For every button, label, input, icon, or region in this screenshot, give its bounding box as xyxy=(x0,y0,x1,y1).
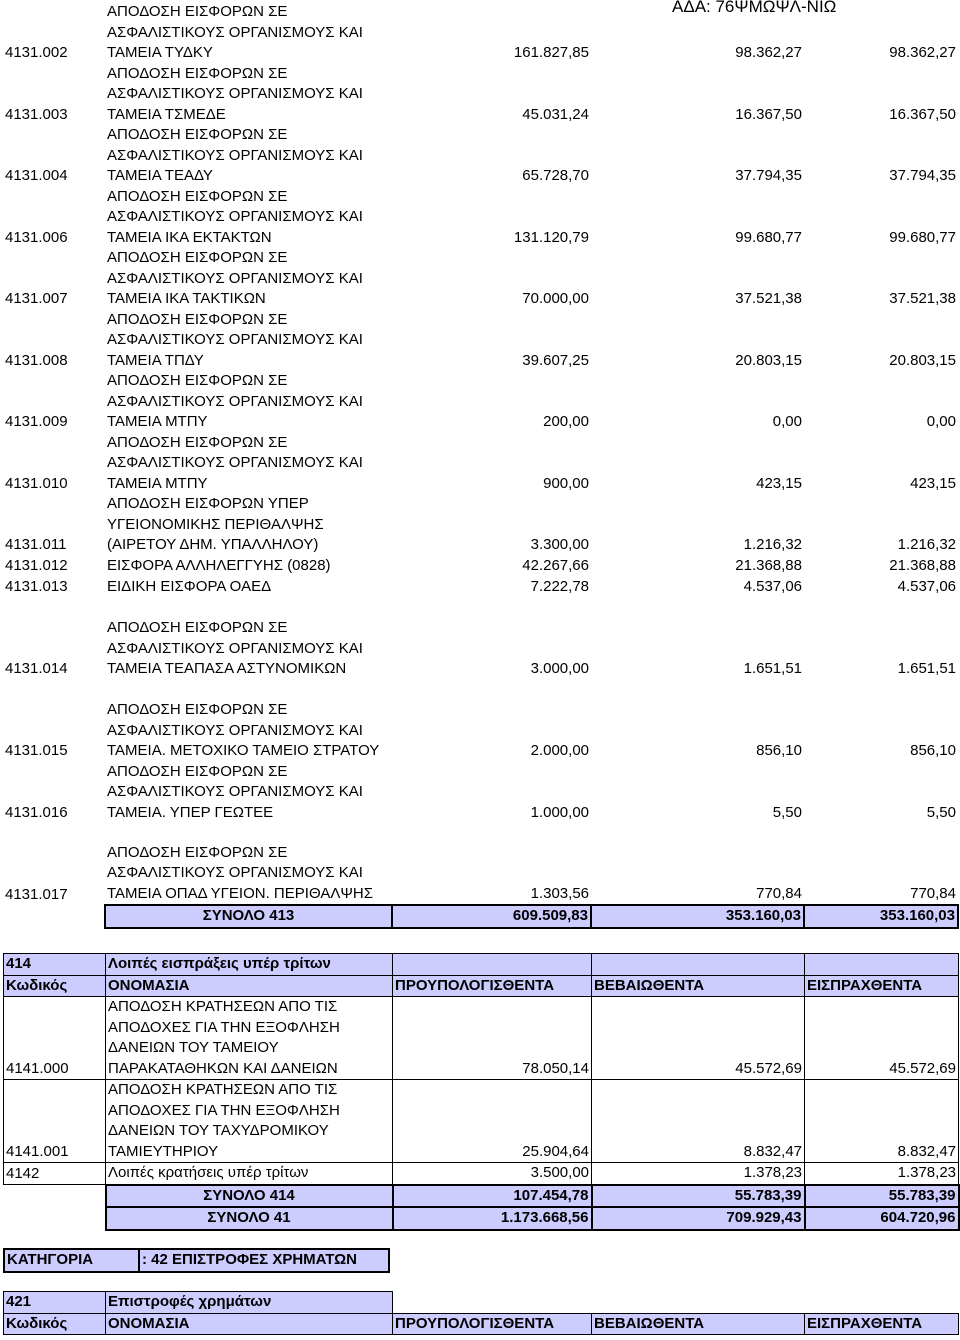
row-collected: 8.832,47 xyxy=(805,1080,959,1163)
total-certified: 55.783,39 xyxy=(592,1185,805,1208)
row-collected: 423,15 xyxy=(910,474,956,492)
row-code: 4131.012 xyxy=(5,557,68,574)
row-code: 4142 xyxy=(4,1163,106,1185)
table-row xyxy=(3,680,958,762)
row-description: ΑΠΟΔΟΣΗ ΕΙΣΦΟΡΩΝ ΣΕ ΑΣΦΑΛΙΣΤΙΚΟΥΣ ΟΡΓΑΝΙΣΜΟΥΣ ΚΑΙ ΤΑΜΕΙΑ ΙΚΑ ΕΚΤΑΚΤΩΝ xyxy=(107,187,363,246)
row-certified: 98.362,27 xyxy=(735,44,802,61)
row-certified: 45.572,69 xyxy=(592,997,805,1080)
col-code-header: Κωδικός xyxy=(4,975,106,997)
row-collected: 5,50 xyxy=(926,803,956,821)
total-spacer xyxy=(3,905,105,928)
row-budget: 70.000,00 xyxy=(522,290,589,307)
row-certified: 856,10 xyxy=(756,742,802,759)
table-row xyxy=(4,1080,959,1163)
total-budget: 107.454,78 xyxy=(393,1185,592,1208)
row-code: 4131.017 xyxy=(5,885,68,903)
table-row xyxy=(4,997,959,1080)
total-row xyxy=(3,905,958,928)
row-code: 4131.006 xyxy=(5,228,68,246)
row-description: ΑΠΟΔΟΣΗ ΕΙΣΦΟΡΩΝ ΣΕ ΑΣΦΑΛΙΣΤΙΚΟΥΣ ΟΡΓΑΝΙΣΜΟΥΣ ΚΑΙ ΤΑΜΕΙΑ ΤΥΔΚΥ xyxy=(107,3,363,61)
row-collected: 45.572,69 xyxy=(805,997,959,1080)
row-budget: 161.827,85 xyxy=(513,44,589,61)
row-description: ΑΠΟΔΟΣΗ ΚΡΑΤΗΣΕΩΝ ΑΠΟ ΤΙΣ ΑΠΟΔΟΧΕΣ ΓΙΑ ΤΗΝ ΕΞΟΦΛΗΣΗ ΔΑΝΕΙΩΝ ΤΟΥ ΤΑΧΥΔΡΟΜΙΚΟΥ ΤΑΜΙΕΥΤΗΡΙΟΥ xyxy=(106,1080,393,1163)
table-row xyxy=(3,762,958,824)
row-description: ΑΠΟΔΟΣΗ ΕΙΣΦΟΡΩΝ ΣΕ ΑΣΦΑΛΙΣΤΙΚΟΥΣ ΟΡΓΑΝΙΣΜΟΥΣ ΚΑΙ ΤΑΜΕΙΑ. ΥΠΕΡ ΓΕΩΤΕΕ xyxy=(107,762,363,821)
section-code: 421 xyxy=(4,1292,106,1314)
row-description: Λοιπές κρατήσεις υπέρ τρίτων xyxy=(106,1163,393,1185)
row-certified: 5,50 xyxy=(772,803,802,821)
row-code: 4131.014 xyxy=(5,660,68,677)
table-413 xyxy=(3,2,959,929)
total-collected: 604.720,96 xyxy=(805,1207,959,1230)
total-row xyxy=(4,1207,959,1230)
row-budget: 131.120,79 xyxy=(513,228,589,246)
table-421 xyxy=(3,1291,959,1335)
row-description: ΕΙΔΙΚΗ ΕΙΣΦΟΡΑ ΟΑΕΔ xyxy=(107,578,272,595)
row-collected: 1.216,32 xyxy=(897,536,956,553)
row-collected: 37.794,35 xyxy=(889,167,956,184)
row-collected: 20.803,15 xyxy=(889,351,956,369)
section-414-header xyxy=(4,954,959,976)
table-413-body xyxy=(3,2,958,928)
section-code: 414 xyxy=(4,954,106,976)
row-code: 4131.016 xyxy=(5,803,68,821)
row-description: ΑΠΟΔΟΣΗ ΚΡΑΤΗΣΕΩΝ ΑΠΟ ΤΙΣ ΑΠΟΔΟΧΕΣ ΓΙΑ ΤΗΝ ΕΞΟΦΛΗΣΗ ΔΑΝΕΙΩΝ ΤΟΥ ΤΑΜΕΙΟΥ ΠΑΡΑΚΑΤΑΘΗΚΩΝ ΚΑΙ ΔΑΝΕΙΩΝ xyxy=(106,997,393,1080)
category-value: : 42 ΕΠΙΣΤΡΟΦΕΣ ΧΡΗΜΑΤΩΝ xyxy=(139,1249,389,1272)
row-budget: 3.300,00 xyxy=(530,536,589,553)
section-title: Λοιπές εισπράξεις υπέρ τρίτων xyxy=(106,954,393,976)
row-code: 4131.004 xyxy=(5,167,68,184)
total-certified: 709.929,43 xyxy=(592,1207,805,1230)
row-description: ΑΠΟΔΟΣΗ ΕΙΣΦΟΡΩΝ ΣΕ ΑΣΦΑΛΙΣΤΙΚΟΥΣ ΟΡΓΑΝΙΣΜΟΥΣ ΚΑΙ ΤΑΜΕΙΑ ΙΚΑ ΤΑΚΤΙΚΩΝ xyxy=(107,249,363,307)
table-row xyxy=(3,494,958,556)
section-421-header xyxy=(4,1292,959,1314)
table-row xyxy=(3,556,958,577)
row-budget: 45.031,24 xyxy=(522,105,589,123)
row-budget: 65.728,70 xyxy=(522,167,589,184)
row-certified: 8.832,47 xyxy=(592,1080,805,1163)
table-row xyxy=(3,577,958,598)
row-code: 4131.010 xyxy=(5,474,68,492)
row-collected: 856,10 xyxy=(910,742,956,759)
category-table xyxy=(3,1248,390,1273)
row-description: ΑΠΟΔΟΣΗ ΕΙΣΦΟΡΩΝ ΣΕ ΑΣΦΑΛΙΣΤΙΚΟΥΣ ΟΡΓΑΝΙΣΜΟΥΣ ΚΑΙ ΤΑΜΕΙΑ. ΜΕΤΟΧΙΚΟ ΤΑΜΕΙΟ ΣΤΡΑΤΟΥ xyxy=(107,701,380,759)
row-certified: 0,00 xyxy=(772,413,802,430)
table-row xyxy=(3,187,958,249)
table-row xyxy=(3,2,958,64)
row-description: ΑΠΟΔΟΣΗ ΕΙΣΦΟΡΩΝ ΣΕ ΑΣΦΑΛΙΣΤΙΚΟΥΣ ΟΡΓΑΝΙΣΜΟΥΣ ΚΑΙ ΤΑΜΕΙΑ ΤΕΑΔΥ xyxy=(107,126,363,184)
row-certified: 21.368,88 xyxy=(735,557,802,574)
column-headers xyxy=(4,975,959,997)
col-collected-header: ΕΙΣΠΡΑΧΘΕΝΤΑ xyxy=(805,975,959,997)
row-code: 4131.015 xyxy=(5,742,68,759)
total-collected: 55.783,39 xyxy=(805,1185,959,1208)
row-certified: 1.216,32 xyxy=(743,536,802,553)
row-budget: 25.904,64 xyxy=(393,1080,592,1163)
row-budget: 3.000,00 xyxy=(530,660,589,677)
row-collected: 770,84 xyxy=(910,884,956,902)
row-certified: 423,15 xyxy=(756,474,802,492)
table-414 xyxy=(3,953,960,1231)
row-description: ΑΠΟΔΟΣΗ ΕΙΣΦΟΡΩΝ ΥΠΕΡ ΥΓΕΙΟΝΟΜΙΚΗΣ ΠΕΡΙΘΑΛΨΗΣ (ΑΙΡΕΤΟΥ ΔΗΜ. ΥΠΑΛΛΗΛΟΥ) xyxy=(107,495,324,553)
row-code: 4131.002 xyxy=(5,44,68,61)
table-414-body xyxy=(4,954,959,1230)
col-code-header: Κωδικός xyxy=(4,1313,106,1335)
row-code: 4131.013 xyxy=(5,578,68,595)
col-name-header: ΟΝΟΜΑΣΙΑ xyxy=(106,1313,393,1335)
row-budget: 1.303,56 xyxy=(530,884,589,902)
total-spacer xyxy=(4,1185,106,1208)
row-budget: 39.607,25 xyxy=(522,351,589,369)
total-spacer xyxy=(4,1207,106,1230)
table-row xyxy=(3,598,958,680)
table-row xyxy=(3,433,958,495)
row-certified: 1.651,51 xyxy=(743,660,802,677)
total-certified: 353.160,03 xyxy=(591,905,804,928)
column-headers xyxy=(4,1313,959,1335)
row-certified: 16.367,50 xyxy=(735,105,802,123)
row-collected: 0,00 xyxy=(926,413,956,430)
row-code: 4131.009 xyxy=(5,413,68,430)
row-code: 4131.007 xyxy=(5,290,68,307)
total-label: ΣΥΝΟΛΟ 414 xyxy=(106,1185,393,1208)
row-budget: 78.050,14 xyxy=(393,997,592,1080)
category-label: ΚΑΤΗΓΟΡΙΑ xyxy=(4,1249,139,1272)
row-budget: 900,00 xyxy=(543,474,589,492)
row-budget: 200,00 xyxy=(543,413,589,430)
row-code: 4141.001 xyxy=(4,1080,106,1163)
total-row xyxy=(4,1185,959,1208)
table-row xyxy=(3,371,958,433)
row-certified: 4.537,06 xyxy=(743,578,802,595)
watermark: ΑΔΑ: 76ΨΜΩΨΛ-ΝΙΩ xyxy=(672,0,837,16)
row-certified: 20.803,15 xyxy=(735,351,802,369)
total-budget: 609.509,83 xyxy=(392,905,591,928)
section-title: Επιστροφές χρημάτων xyxy=(106,1292,393,1314)
table-row xyxy=(3,64,958,126)
row-budget: 3.500,00 xyxy=(393,1163,592,1185)
row-description: ΑΠΟΔΟΣΗ ΕΙΣΦΟΡΩΝ ΣΕ ΑΣΦΑΛΙΣΤΙΚΟΥΣ ΟΡΓΑΝΙΣΜΟΥΣ ΚΑΙ ΤΑΜΕΙΑ ΤΕΑΠΑΣΑ ΑΣΤΥΝΟΜΙΚΩΝ xyxy=(107,619,363,677)
table-row xyxy=(3,310,958,372)
row-collected: 99.680,77 xyxy=(889,228,956,246)
row-code: 4141.000 xyxy=(4,997,106,1080)
row-budget: 2.000,00 xyxy=(530,742,589,759)
row-collected: 1.378,23 xyxy=(805,1163,959,1185)
row-certified: 99.680,77 xyxy=(735,228,802,246)
row-description: ΑΠΟΔΟΣΗ ΕΙΣΦΟΡΩΝ ΣΕ ΑΣΦΑΛΙΣΤΙΚΟΥΣ ΟΡΓΑΝΙΣΜΟΥΣ ΚΑΙ ΤΑΜΕΙΑ ΤΣΜΕΔΕ xyxy=(107,64,363,123)
table-row xyxy=(3,125,958,187)
row-collected: 4.537,06 xyxy=(897,578,956,595)
row-certified: 37.521,38 xyxy=(735,290,802,307)
row-code: 4131.011 xyxy=(5,536,67,553)
col-collected-header: ΕΙΣΠΡΑΧΘΕΝΤΑ xyxy=(805,1313,959,1335)
row-budget: 7.222,78 xyxy=(530,578,589,595)
row-collected: 1.651,51 xyxy=(897,660,956,677)
row-certified: 770,84 xyxy=(756,884,802,902)
row-description: ΑΠΟΔΟΣΗ ΕΙΣΦΟΡΩΝ ΣΕ ΑΣΦΑΛΙΣΤΙΚΟΥΣ ΟΡΓΑΝΙΣΜΟΥΣ ΚΑΙ ΤΑΜΕΙΑ ΜΤΠΥ xyxy=(107,433,363,492)
total-budget: 1.173.668,56 xyxy=(393,1207,592,1230)
table-row xyxy=(4,1163,959,1185)
col-name-header: ΟΝΟΜΑΣΙΑ xyxy=(106,975,393,997)
row-collected: 16.367,50 xyxy=(889,105,956,123)
col-certified-header: ΒΕΒΑΙΩΘΕΝΤΑ xyxy=(592,1313,805,1335)
row-description: ΑΠΟΔΟΣΗ ΕΙΣΦΟΡΩΝ ΣΕ ΑΣΦΑΛΙΣΤΙΚΟΥΣ ΟΡΓΑΝΙΣΜΟΥΣ ΚΑΙ ΤΑΜΕΙΑ ΟΠΑΔ ΥΓΕΙΟΝ. ΠΕΡΙΘΑΛΨΗΣ xyxy=(107,843,374,902)
row-budget: 42.267,66 xyxy=(522,557,589,574)
total-label: ΣΥΝΟΛΟ 413 xyxy=(105,905,392,928)
row-code: 4131.003 xyxy=(5,105,68,123)
row-code: 4131.008 xyxy=(5,351,68,369)
row-collected: 37.521,38 xyxy=(889,290,956,307)
table-row xyxy=(3,248,958,310)
row-description: ΕΙΣΦΟΡΑ ΑΛΛΗΛΕΓΓΥΗΣ (0828) xyxy=(107,557,331,574)
row-budget: 1.000,00 xyxy=(530,803,589,821)
row-description: ΑΠΟΔΟΣΗ ΕΙΣΦΟΡΩΝ ΣΕ ΑΣΦΑΛΙΣΤΙΚΟΥΣ ΟΡΓΑΝΙΣΜΟΥΣ ΚΑΙ ΤΑΜΕΙΑ ΜΤΠΥ xyxy=(107,372,363,430)
col-budget-header: ΠΡΟΥΠΟΛΟΓΙΣΘΕΝΤΑ xyxy=(393,1313,592,1335)
category-row xyxy=(4,1249,389,1272)
row-certified: 1.378,23 xyxy=(592,1163,805,1185)
row-collected: 98.362,27 xyxy=(889,44,956,61)
row-collected: 21.368,88 xyxy=(889,557,956,574)
col-budget-header: ΠΡΟΥΠΟΛΟΓΙΣΘΕΝΤΑ xyxy=(393,975,592,997)
col-certified-header: ΒΕΒΑΙΩΘΕΝΤΑ xyxy=(592,975,805,997)
table-row xyxy=(3,823,958,905)
total-collected: 353.160,03 xyxy=(804,905,958,928)
row-certified: 37.794,35 xyxy=(735,167,802,184)
row-description: ΑΠΟΔΟΣΗ ΕΙΣΦΟΡΩΝ ΣΕ ΑΣΦΑΛΙΣΤΙΚΟΥΣ ΟΡΓΑΝΙΣΜΟΥΣ ΚΑΙ ΤΑΜΕΙΑ ΤΠΔΥ xyxy=(107,310,363,369)
total-label: ΣΥΝΟΛΟ 41 xyxy=(106,1207,393,1230)
